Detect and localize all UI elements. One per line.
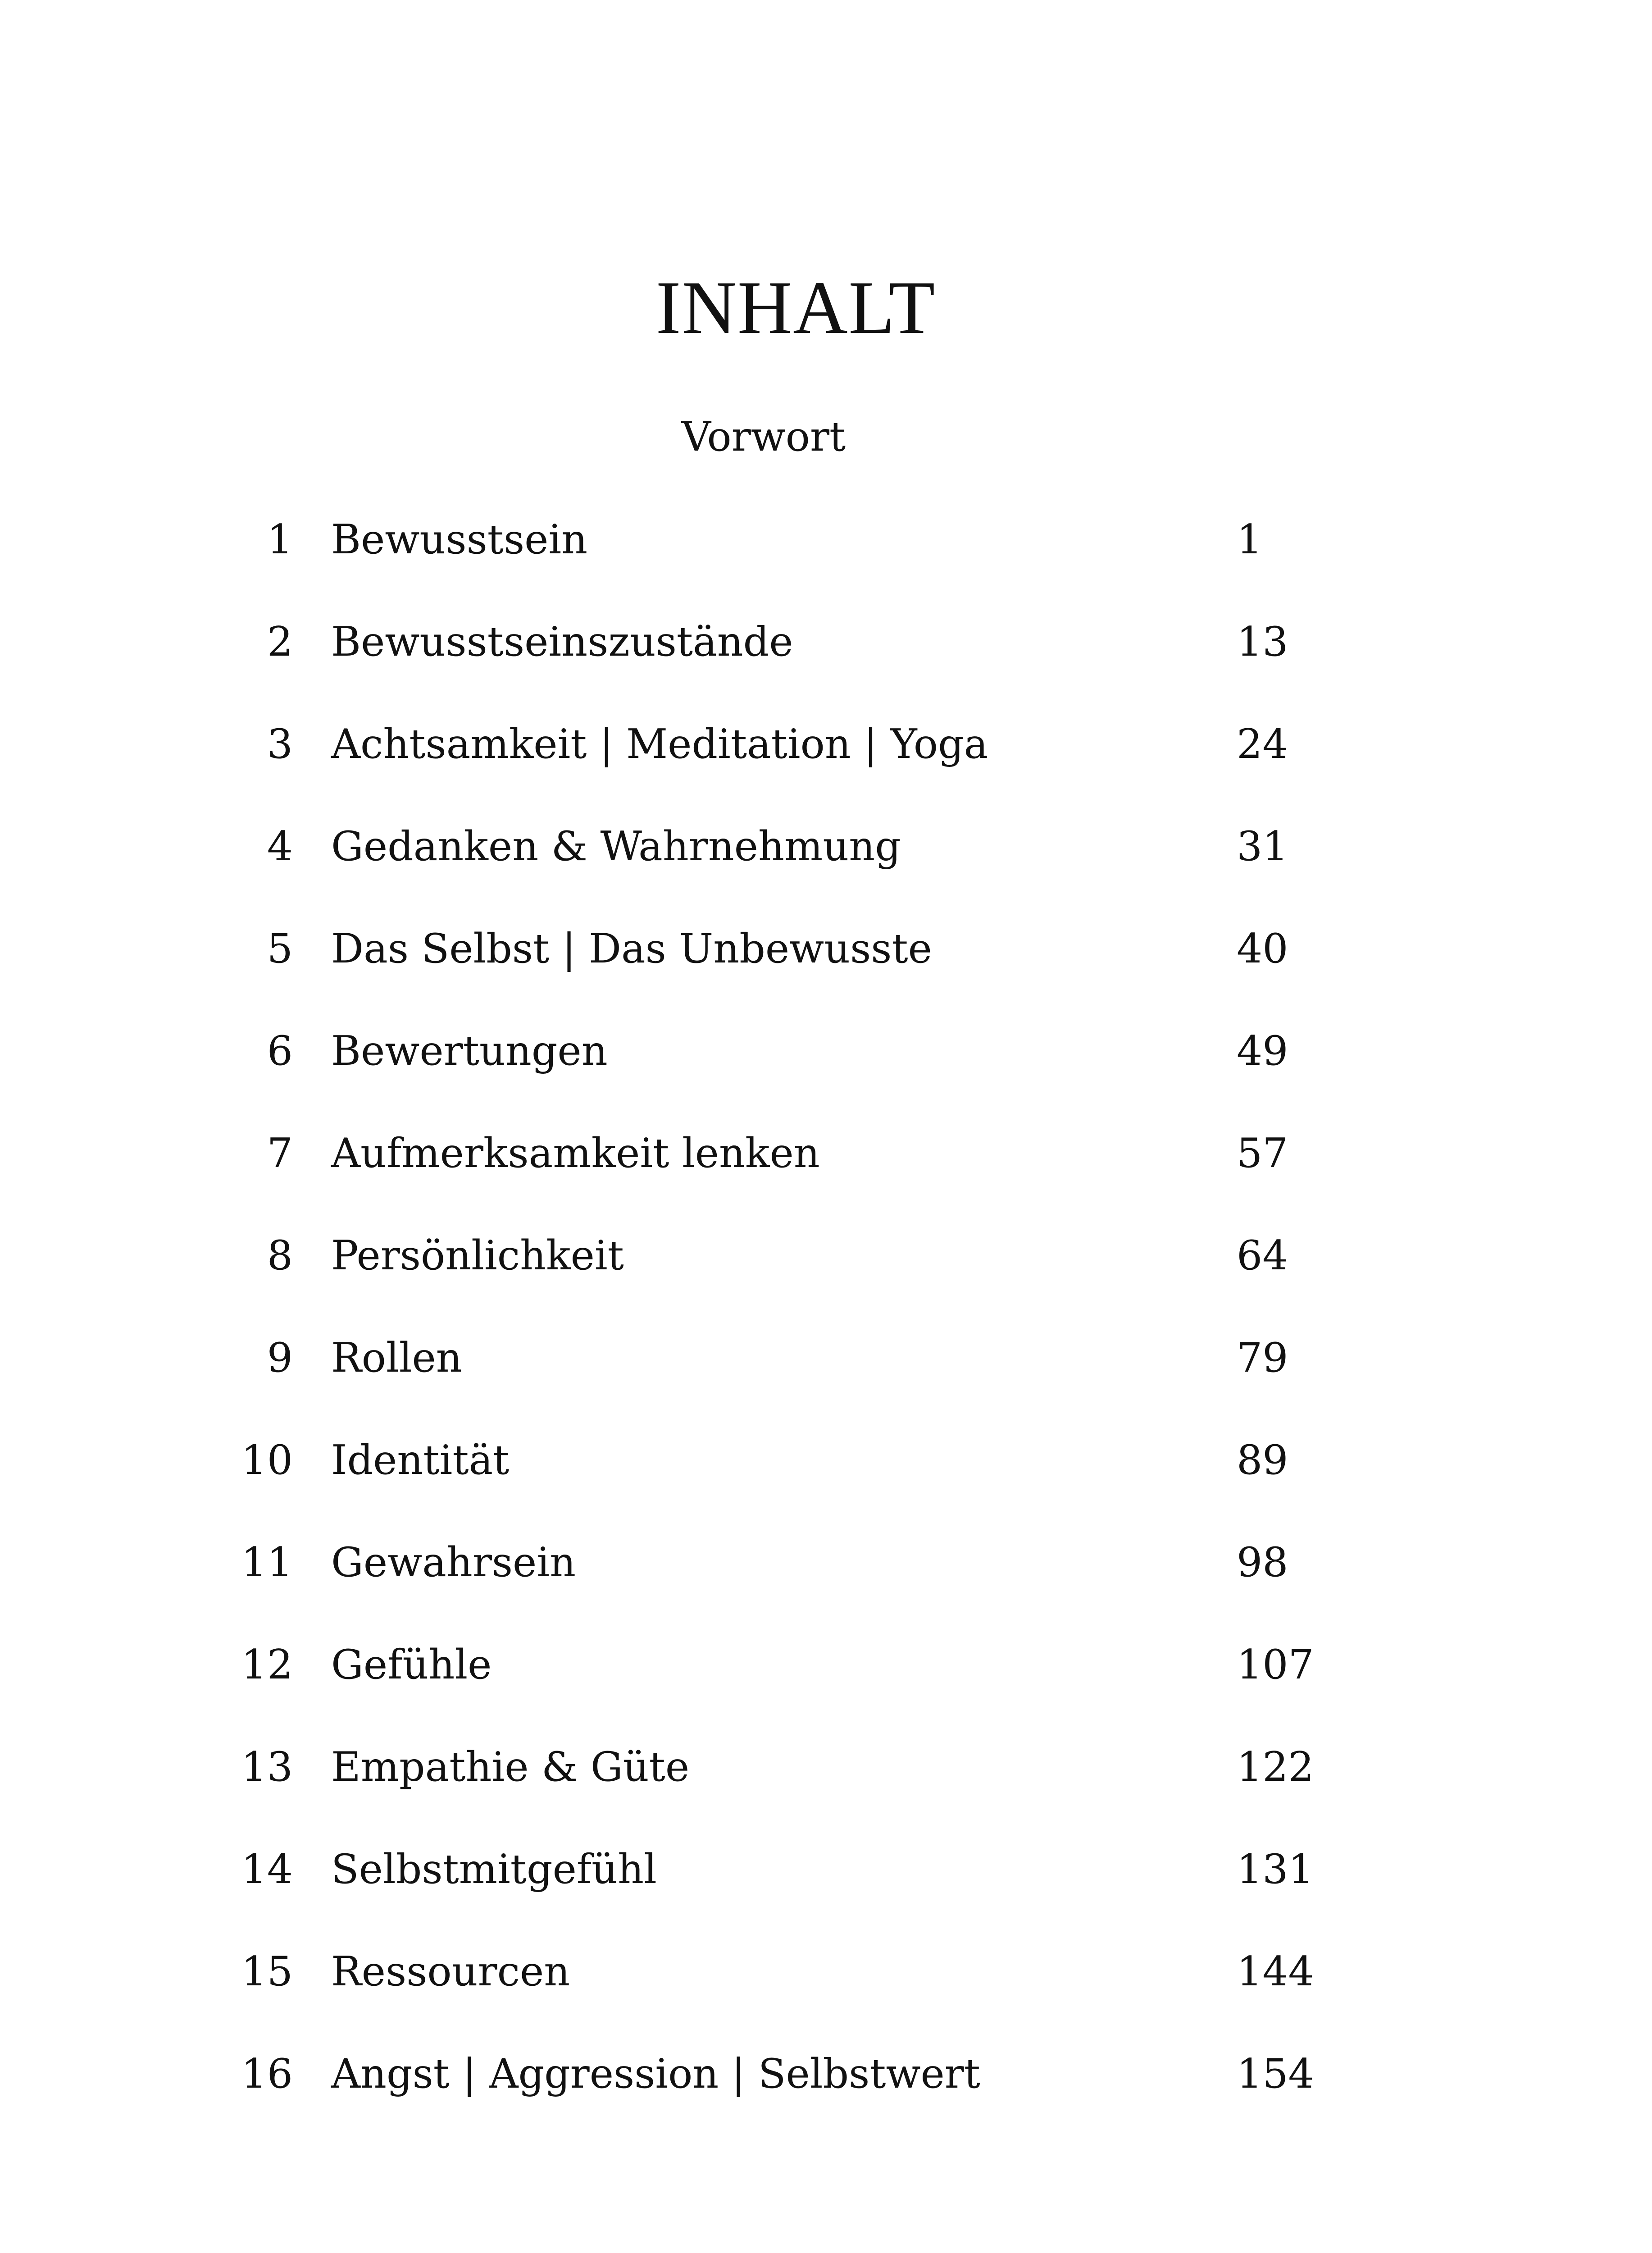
toc-entry-page: 1 xyxy=(1237,516,1263,563)
toc-entry-number: 12 xyxy=(241,1641,293,1688)
toc-entry-number: 15 xyxy=(241,1948,293,1995)
toc-entry xyxy=(0,1126,1652,1229)
toc-entry-page: 144 xyxy=(1237,1948,1314,1995)
toc-entry-title: Empathie & Güte xyxy=(331,1743,690,1791)
toc-entry-title: Gewahrsein xyxy=(331,1539,576,1586)
preface-entry: Vorwort xyxy=(681,413,846,461)
toc-entry-number: 2 xyxy=(267,618,293,666)
toc-entry-page: 107 xyxy=(1237,1641,1314,1688)
toc-entry xyxy=(0,2047,1652,2149)
toc-entry-page: 98 xyxy=(1237,1539,1288,1586)
toc-entry xyxy=(0,1229,1652,1331)
toc-entry-page: 57 xyxy=(1237,1130,1288,1177)
toc-entry-title: Das Selbst | Das Unbewusste xyxy=(331,925,932,972)
toc-entry-title: Bewusstseinszustände xyxy=(331,618,793,666)
toc-entry-title: Bewusstsein xyxy=(331,516,588,563)
toc-entry-page: 131 xyxy=(1237,1846,1314,1893)
toc-entry-number: 5 xyxy=(267,925,293,972)
toc-entry-page: 122 xyxy=(1237,1743,1314,1791)
toc-entry-title: Bewertungen xyxy=(331,1027,608,1075)
page-title: INHALT xyxy=(655,265,936,350)
table-of-contents xyxy=(0,513,1652,2149)
toc-entry-title: Gedanken & Wahrnehmung xyxy=(331,823,901,870)
toc-entry-page: 64 xyxy=(1237,1232,1288,1279)
toc-entry-number: 4 xyxy=(267,823,293,870)
toc-entry-number: 6 xyxy=(267,1027,293,1075)
toc-entry-title: Aufmerksamkeit lenken xyxy=(331,1130,820,1177)
toc-entry xyxy=(0,1843,1652,1945)
toc-entry-number: 11 xyxy=(241,1539,293,1586)
toc-entry xyxy=(0,1740,1652,1843)
toc-entry xyxy=(0,717,1652,820)
toc-entry-page: 13 xyxy=(1237,618,1288,666)
toc-entry xyxy=(0,513,1652,615)
toc-entry-title: Persönlichkeit xyxy=(331,1232,624,1279)
toc-entry xyxy=(0,1433,1652,1536)
toc-entry-page: 24 xyxy=(1237,721,1288,768)
toc-entry xyxy=(0,1536,1652,1638)
toc-entry-title: Ressourcen xyxy=(331,1948,570,1995)
toc-entry-number: 16 xyxy=(241,2050,293,2098)
toc-entry-page: 40 xyxy=(1237,925,1288,972)
toc-entry-number: 1 xyxy=(267,516,293,563)
toc-entry-number: 14 xyxy=(241,1846,293,1893)
toc-entry-title: Identität xyxy=(331,1437,510,1484)
toc-entry-page: 154 xyxy=(1237,2050,1314,2098)
toc-entry-number: 10 xyxy=(241,1437,293,1484)
toc-entry-page: 31 xyxy=(1237,823,1288,870)
toc-entry xyxy=(0,1331,1652,1433)
toc-entry-title: Rollen xyxy=(331,1334,462,1382)
toc-entry-title: Gefühle xyxy=(331,1641,492,1688)
toc-entry xyxy=(0,1945,1652,2047)
toc-entry-number: 7 xyxy=(267,1130,293,1177)
toc-entry xyxy=(0,1638,1652,1740)
toc-entry xyxy=(0,820,1652,922)
toc-entry-page: 49 xyxy=(1237,1027,1288,1075)
toc-entry xyxy=(0,1024,1652,1126)
toc-entry-title: Selbstmitgefühl xyxy=(331,1846,657,1893)
toc-entry xyxy=(0,922,1652,1024)
toc-entry-number: 8 xyxy=(267,1232,293,1279)
toc-entry xyxy=(0,615,1652,717)
toc-entry-page: 79 xyxy=(1237,1334,1288,1382)
toc-entry-title: Angst | Aggression | Selbstwert xyxy=(331,2050,980,2098)
toc-entry-number: 9 xyxy=(267,1334,293,1382)
toc-entry-page: 89 xyxy=(1237,1437,1288,1484)
toc-entry-number: 3 xyxy=(267,721,293,768)
toc-entry-number: 13 xyxy=(241,1743,293,1791)
toc-entry-title: Achtsamkeit | Meditation | Yoga xyxy=(331,721,988,768)
